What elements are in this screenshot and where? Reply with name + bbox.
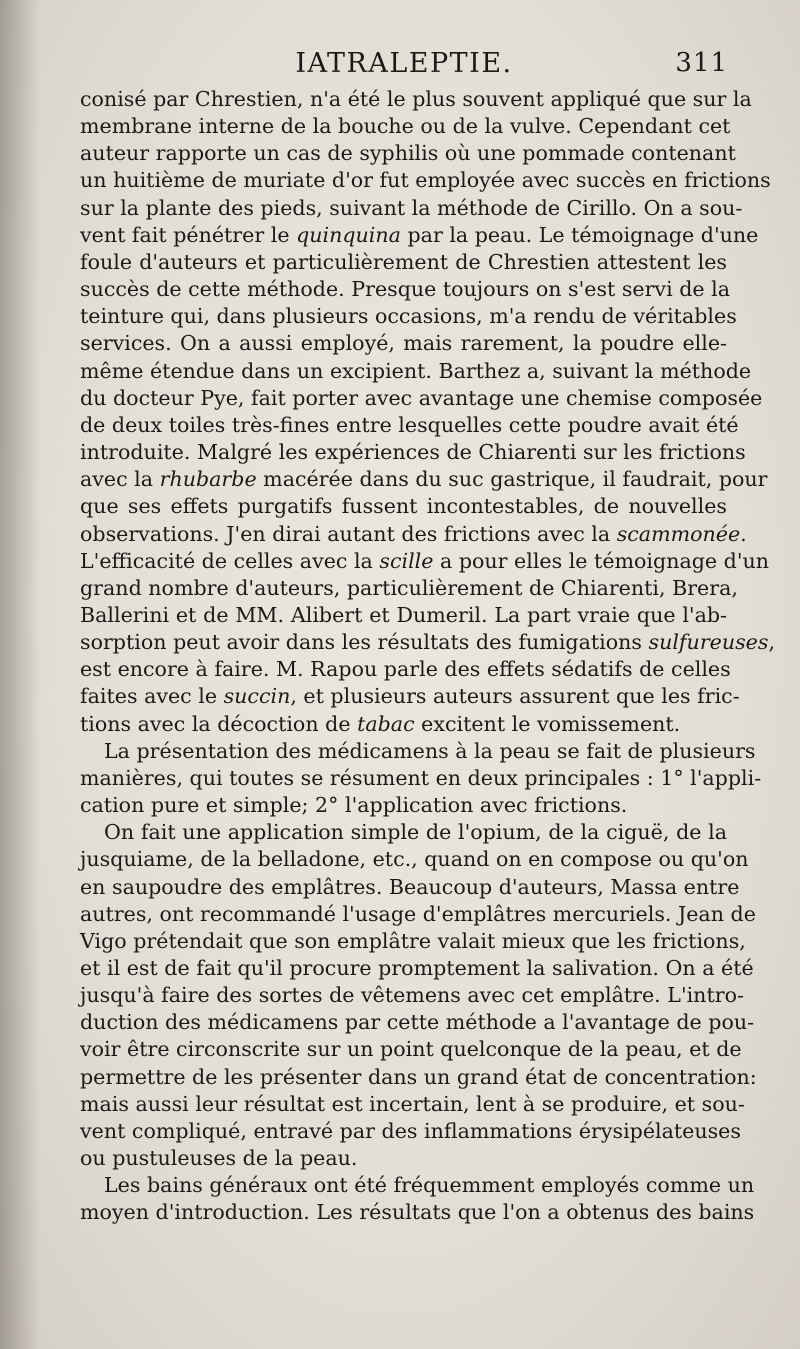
text-line: auteur rapporte un cas de syphilis où une pommade contenant <box>80 141 736 166</box>
text-segment: macérée dans du suc gastrique, il faudrait, pour <box>256 467 768 492</box>
running-title: IATRALEPTIE. <box>295 48 513 79</box>
text-line: jusquiame, de la belladone, etc., quand on en compose ou qu'on <box>80 847 749 872</box>
text-line: manières, qui toutes se résument en deux principales : 1° l'appli- <box>80 765 762 790</box>
text-line: conisé par Chrestien, n'a été le plus souvent appliqué que sur la <box>80 87 752 111</box>
text-segment: par la peau. Le témoignage d'une <box>400 222 759 247</box>
text-segment: avec la <box>80 467 160 492</box>
text-line <box>80 711 727 738</box>
text-line: sur la plante des pieds, suivant la méthode de Cirillo. On a sou- <box>80 195 743 220</box>
text-segment: vent fait pénétrer le <box>80 222 297 247</box>
text-segment: L'efficacité de celles avec la <box>80 548 380 573</box>
text-line: teinture qui, dans plusieurs occasions, m'a rendu de véritables <box>80 304 737 329</box>
text-segment: a pour elles le témoignage d'un <box>433 548 770 573</box>
text-segment: observations. J'en dirai autant des frictions avec la <box>80 521 617 546</box>
italic-term: scille <box>379 548 434 573</box>
text-line: vent compliqué, entravé par des inflammations érysipélateuses <box>80 1118 741 1143</box>
text-line: permettre de les présenter dans un grand état de concentration: <box>80 1064 757 1089</box>
text-line: moyen d'introduction. Les résultats que l'on a obtenus des bains <box>80 1200 755 1225</box>
italic-term: quinquina <box>296 222 401 247</box>
page-number: 311 <box>675 48 728 78</box>
text-segment: sorption peut avoir dans les résultats des fumigations <box>80 630 649 655</box>
body-text <box>80 86 775 1227</box>
text-line: est encore à faire. M. Rapou parle des effets sédatifs de celles <box>80 657 731 682</box>
text-segment: faites avec le <box>80 684 224 709</box>
italic-term: sulfureuses <box>648 630 769 655</box>
binding-shadow <box>0 0 40 1349</box>
text-line: ou pustuleuses de la peau. <box>80 1146 358 1171</box>
text-line: On fait une application simple de l'opium, de la ciguë, de la <box>104 820 727 845</box>
text-line: La présentation des médicamens à la peau se fait de plusieurs <box>104 738 756 763</box>
text-line <box>80 548 770 575</box>
text-line: duction des médicamens par cette méthode a l'avantage de pou- <box>80 1010 755 1035</box>
text-segment: , et plusieurs auteurs assurent que les fric- <box>290 684 740 709</box>
text-line: Vigo prétendait que son emplâtre valait mieux que les frictions, <box>80 928 746 953</box>
text-line: de deux toiles très-fines entre lesquelles cette poudre avait été <box>80 412 739 437</box>
text-line: succès de cette méthode. Presque toujours on s'est servi de la <box>80 277 730 302</box>
text-line: que ses effets purgatifs fussent incontestables, de nouvelles <box>80 494 727 519</box>
italic-term: succin <box>223 684 291 709</box>
text-line: cation pure et simple; 2° l'application avec frictions. <box>80 793 628 818</box>
text-line: Les bains généraux ont été fréquemment employés comme un <box>104 1173 755 1198</box>
text-line: foule d'auteurs et particulièrement de Chrestien attestent les <box>80 249 727 274</box>
italic-term: rhubarbe <box>159 467 257 492</box>
text-line: en saupoudre des emplâtres. Beaucoup d'auteurs, Massa entre <box>80 874 740 899</box>
text-line: jusqu'à faire des sortes de vêtemens avec cet emplâtre. L'intro- <box>80 983 744 1008</box>
text-line <box>80 222 759 249</box>
text-line: Ballerini et de MM. Alibert et Dumeril. La part vraie que l'ab- <box>80 602 727 627</box>
italic-term: tabac <box>357 711 415 736</box>
italic-term: scammonée. <box>616 521 747 546</box>
text-line: autres, ont recommandé l'usage d'emplâtres mercuriels. Jean de <box>80 901 756 926</box>
text-segment: , <box>768 630 775 655</box>
text-line: introduite. Malgré les expériences de Chiarenti sur les frictions <box>80 440 746 465</box>
text-line: grand nombre d'auteurs, particulièrement de Chiarenti, Brera, <box>80 575 738 600</box>
text-line: mais aussi leur résultat est incertain, lent à se produire, et sou- <box>80 1091 745 1116</box>
page-header <box>80 48 728 84</box>
text-line <box>80 521 747 548</box>
text-line: voir être circonscrite sur un point quelconque de la peau, et de <box>80 1037 742 1062</box>
text-line: et il est de fait qu'il procure promptement la salivation. On a été <box>80 956 754 980</box>
text-line: un huitième de muriate d'or fut employée avec succès en frictions <box>80 168 771 193</box>
text-line: même étendue dans un excipient. Barthez a, suivant la méthode <box>80 358 752 383</box>
text-line <box>80 683 740 710</box>
text-line <box>80 466 768 493</box>
text-line: du docteur Pye, fait porter avec avantage une chemise composée <box>80 385 763 410</box>
text-line <box>80 629 775 656</box>
text-segment: excitent le vomissement. <box>414 711 681 736</box>
text-line: services. On a aussi employé, mais rarement, la poudre elle- <box>80 331 727 356</box>
text-segment: tions avec la décoction de <box>80 711 358 736</box>
text-line: membrane interne de la bouche ou de la vulve. Cependant cet <box>80 114 731 139</box>
